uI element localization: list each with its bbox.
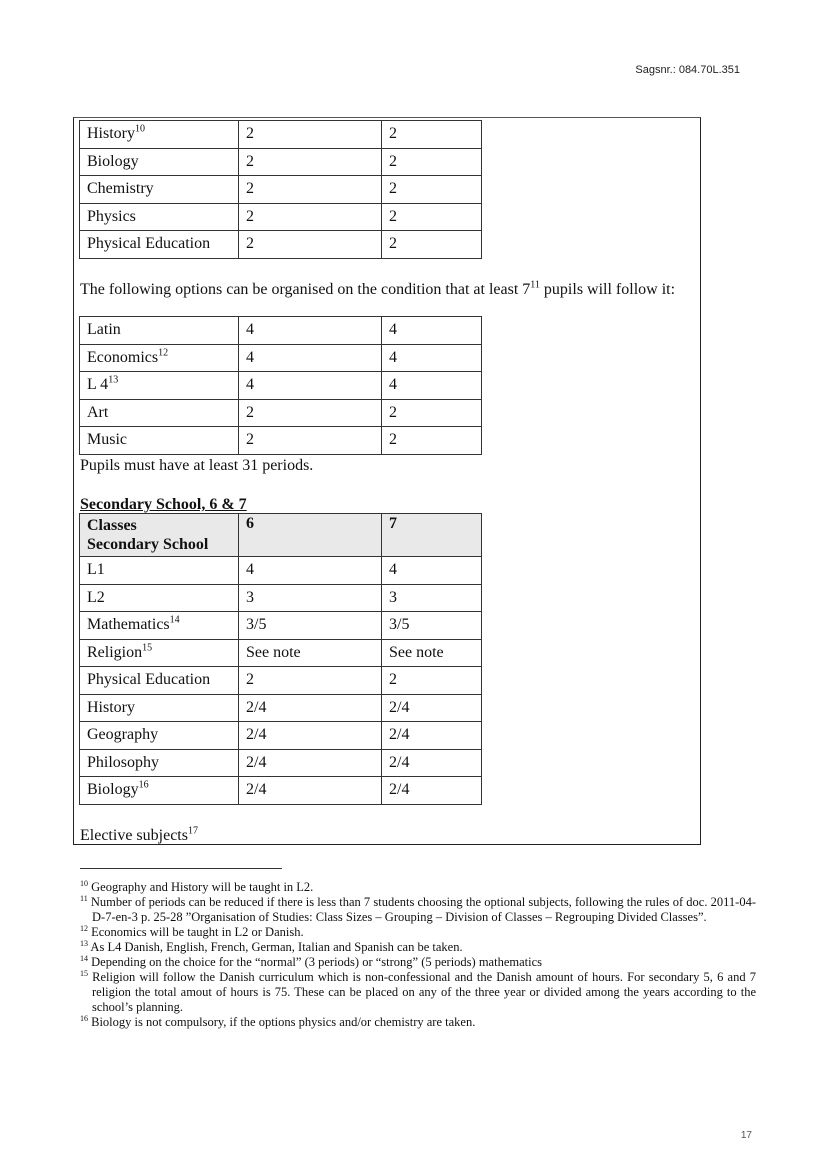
options-intro-footnote-ref: 11	[530, 279, 540, 291]
header-col-7: 7	[382, 514, 482, 557]
subject-name: Philosophy	[87, 753, 160, 771]
footnotes	[80, 880, 756, 1030]
subjects-table	[79, 120, 482, 259]
options-row	[80, 399, 482, 427]
footnote-text: Depending on the choice for the “normal” (3 periods) or “strong” (5 periods) mathematics	[88, 955, 543, 969]
subject-name: History	[87, 698, 135, 716]
subject-cell	[80, 372, 239, 400]
class-7-periods: 3/5	[382, 612, 482, 640]
class-6-periods: 2/4	[239, 777, 382, 805]
secondary-row	[80, 612, 482, 640]
subject-name: Chemistry	[87, 180, 154, 198]
class-6-periods: 3/5	[239, 612, 382, 640]
subject-name: Latin	[87, 321, 121, 339]
options-table	[79, 316, 482, 455]
class-7-periods: 4	[382, 317, 482, 345]
class-6-periods: 2	[239, 667, 382, 695]
subject-cell	[80, 148, 239, 176]
footnote	[80, 940, 756, 955]
class-7-periods: 2	[382, 121, 482, 149]
subjects-row	[80, 231, 482, 259]
section-heading	[80, 495, 247, 514]
subject-name: Mathematics	[87, 616, 170, 634]
footnote-number: 14	[80, 953, 88, 963]
header-classes-line1: Classes	[87, 517, 137, 534]
subject-cell	[80, 694, 239, 722]
footnote	[80, 925, 756, 940]
subject-name: Physics	[87, 207, 136, 225]
subjects-row	[80, 203, 482, 231]
secondary-row	[80, 639, 482, 667]
elective-footnote-ref: 17	[187, 825, 198, 837]
footnote-ref: 13	[108, 374, 119, 386]
elective-label: Elective subjects	[80, 827, 188, 844]
class-7-periods: 4	[382, 344, 482, 372]
class-6-periods: 2	[239, 203, 382, 231]
subjects-table-body	[80, 121, 482, 259]
class-6-periods: 4	[239, 557, 382, 585]
secondary-row	[80, 557, 482, 585]
class-7-periods: 2/4	[382, 694, 482, 722]
options-row	[80, 344, 482, 372]
options-row	[80, 317, 482, 345]
class-7-periods: 2	[382, 231, 482, 259]
class-6-periods: 4	[239, 344, 382, 372]
subject-cell	[80, 584, 239, 612]
footnote	[80, 955, 756, 970]
options-row	[80, 427, 482, 455]
class-7-periods: 2	[382, 203, 482, 231]
footnote	[80, 1015, 756, 1030]
footnote-text: As L4 Danish, English, French, German, Italian and Spanish can be taken.	[88, 940, 463, 954]
subject-cell	[80, 557, 239, 585]
class-6-periods: 2/4	[239, 722, 382, 750]
footnote	[80, 880, 756, 895]
class-6-periods: See note	[239, 639, 382, 667]
subject-cell	[80, 203, 239, 231]
footnote-number: 13	[80, 938, 88, 948]
footnote-number: 12	[80, 923, 88, 933]
class-7-periods: 2	[382, 399, 482, 427]
footnote-number: 11	[80, 893, 88, 903]
footnote-ref: 14	[169, 614, 180, 626]
class-6-periods: 2/4	[239, 749, 382, 777]
footnote-ref: 10	[135, 123, 145, 135]
secondary-table-header	[80, 514, 482, 557]
subject-cell	[80, 722, 239, 750]
class-7-periods: 2/4	[382, 722, 482, 750]
class-7-periods: 2/4	[382, 777, 482, 805]
class-7-periods: 3	[382, 584, 482, 612]
subject-name: L 4	[87, 376, 109, 394]
class-6-periods: 4	[239, 372, 382, 400]
subject-name: Music	[87, 431, 127, 449]
secondary-row	[80, 667, 482, 695]
footnote-ref: 12	[158, 347, 169, 359]
subject-cell	[80, 176, 239, 204]
subject-name: History	[87, 125, 135, 143]
class-7-periods: 2	[382, 427, 482, 455]
footnote-text: Number of periods can be reduced if there is less than 7 students choosing the optional subjects, following the rules of doc. 2011-04-D-7-en-3 p. 25-28 ”Organisation of Studies: Class Sizes – Grouping – Division of Classes – Regrouping Divided Classes”.	[87, 895, 756, 924]
footnote-ref: 15	[142, 642, 153, 654]
options-intro-text: The following options can be organised on the condition that at least 7	[80, 281, 531, 298]
secondary-row	[80, 584, 482, 612]
subject-name: L2	[87, 588, 105, 606]
footnote-text: Biology is not compulsory, if the options physics and/or chemistry are taken.	[88, 1015, 476, 1029]
secondary-row	[80, 777, 482, 805]
class-6-periods: 2	[239, 231, 382, 259]
secondary-table	[79, 513, 482, 805]
secondary-table-body	[80, 514, 482, 805]
class-7-periods: 2	[382, 176, 482, 204]
elective-subjects	[80, 826, 198, 845]
footnote-text: Religion will follow the Danish curriculum which is non-confessional and the Danish amount of hours. For secondary 5, 6 and 7 religion the total amout of hours is 75. These can be placed on any of the three year or divided among the years according to the school’s planning.	[88, 970, 756, 1014]
secondary-row	[80, 694, 482, 722]
periods-note: Pupils must have at least 31 periods.	[80, 457, 314, 474]
class-6-periods: 2	[239, 427, 382, 455]
footnote-number: 15	[80, 968, 88, 978]
header-col-6: 6	[239, 514, 382, 557]
header-classes-line2: Secondary School	[87, 536, 209, 553]
footnote	[80, 895, 756, 925]
subject-name: L1	[87, 561, 105, 579]
footnote-text: Economics will be taught in L2 or Danish.	[88, 925, 304, 939]
subject-cell	[80, 231, 239, 259]
class-7-periods: 2	[382, 667, 482, 695]
class-6-periods: 4	[239, 317, 382, 345]
case-number: Sagsnr.: 084.70L.351	[635, 64, 740, 76]
subject-name: Economics	[87, 348, 159, 366]
class-7-periods: 2	[382, 148, 482, 176]
options-table-body	[80, 317, 482, 455]
subject-cell	[80, 317, 239, 345]
subjects-row	[80, 176, 482, 204]
subject-cell	[80, 612, 239, 640]
footnote-ref: 16	[138, 779, 149, 791]
subjects-row	[80, 121, 482, 149]
class-7-periods: 4	[382, 372, 482, 400]
subject-cell	[80, 344, 239, 372]
subjects-row	[80, 148, 482, 176]
class-6-periods: 2	[239, 148, 382, 176]
options-row	[80, 372, 482, 400]
subject-name: Biology	[87, 781, 139, 799]
subject-cell	[80, 399, 239, 427]
subject-cell	[80, 667, 239, 695]
subject-name: Biology	[87, 152, 139, 170]
secondary-row	[80, 749, 482, 777]
class-6-periods: 3	[239, 584, 382, 612]
options-intro	[80, 280, 690, 299]
class-6-periods: 2	[239, 176, 382, 204]
subject-name: Religion	[87, 643, 143, 661]
class-7-periods: 2/4	[382, 749, 482, 777]
class-6-periods: 2	[239, 399, 382, 427]
class-7-periods: See note	[382, 639, 482, 667]
subject-cell	[80, 749, 239, 777]
footnote-number: 16	[80, 1013, 88, 1023]
subject-name: Art	[87, 403, 109, 421]
header-classes	[80, 514, 239, 557]
subject-cell	[80, 639, 239, 667]
page-number: 17	[740, 1130, 752, 1141]
subject-name: Geography	[87, 726, 159, 744]
footnote-number: 10	[80, 878, 88, 888]
class-7-periods: 4	[382, 557, 482, 585]
footnote	[80, 970, 756, 1015]
subject-name: Physical Education	[87, 671, 211, 689]
subject-name: Physical Education	[87, 235, 211, 253]
class-6-periods: 2	[239, 121, 382, 149]
section-heading-text: Secondary School, 6 & 7	[80, 496, 247, 513]
footnote-separator	[80, 868, 282, 869]
subject-cell	[80, 427, 239, 455]
secondary-row	[80, 722, 482, 750]
options-intro-text-end: pupils will follow it:	[539, 281, 676, 298]
class-6-periods: 2/4	[239, 694, 382, 722]
subject-cell	[80, 121, 239, 149]
subject-cell	[80, 777, 239, 805]
footnote-text: Geography and History will be taught in L2.	[88, 880, 314, 894]
